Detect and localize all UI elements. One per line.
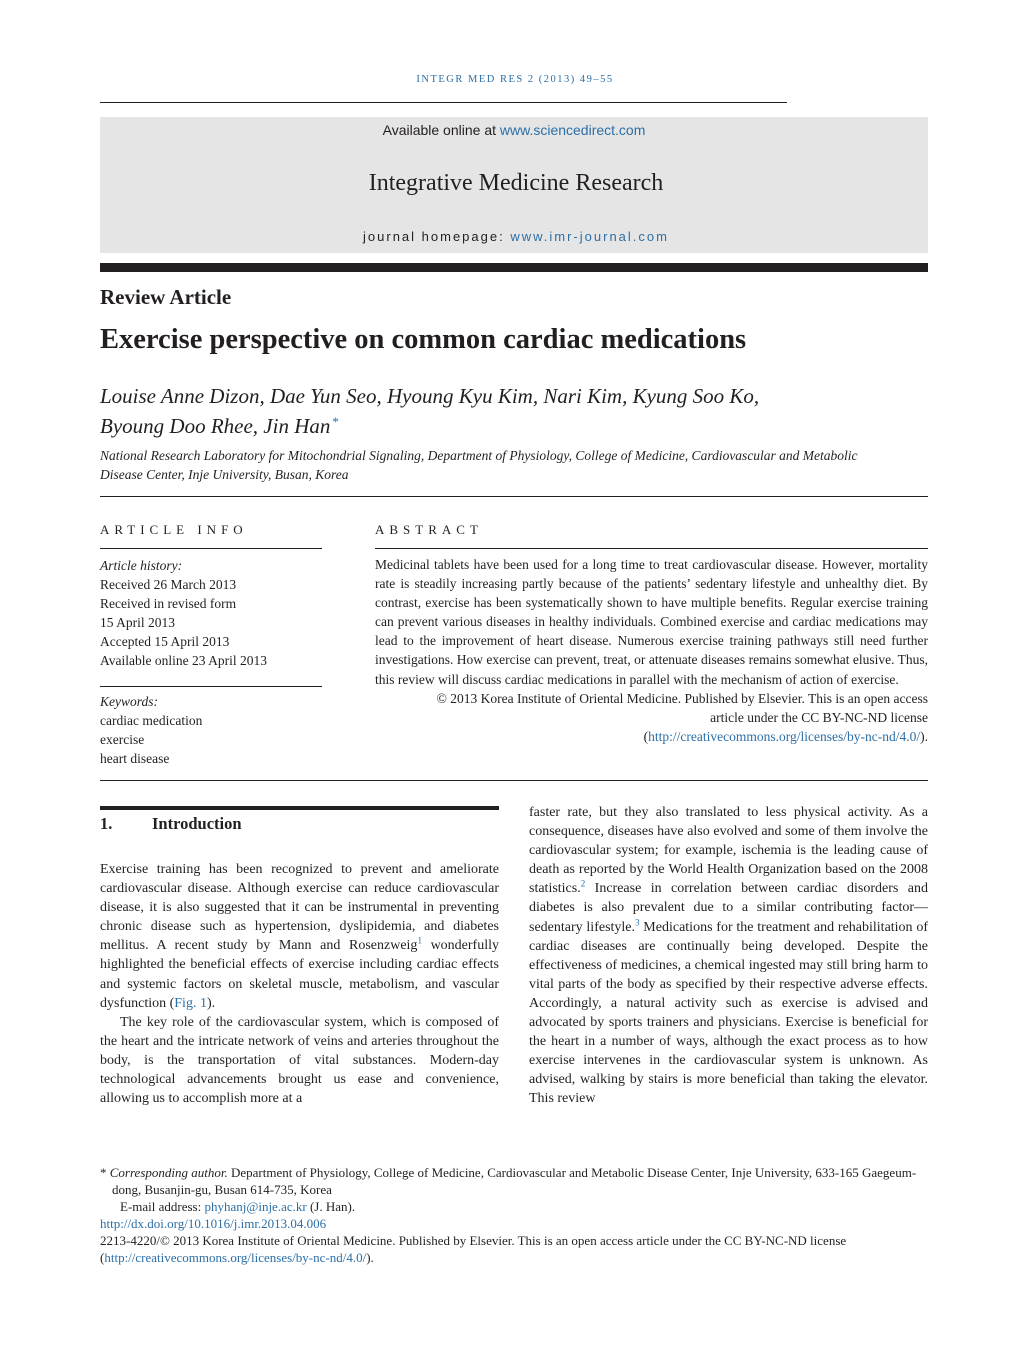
right-column xyxy=(529,803,928,1109)
email-label: E-mail address: xyxy=(120,1199,205,1214)
article-type: Review Article xyxy=(100,285,232,309)
section-title: Introduction xyxy=(152,814,242,833)
homepage-link[interactable]: www.imr-journal.com xyxy=(510,229,669,244)
banner-bottom-bar xyxy=(100,263,928,272)
history-item: Accepted 15 April 2013 xyxy=(100,634,230,649)
keyword: heart disease xyxy=(100,751,170,766)
paren: ). xyxy=(366,1250,374,1265)
keywords-label: Keywords: xyxy=(100,694,158,709)
abstract-body xyxy=(375,555,928,746)
affiliation xyxy=(100,446,930,484)
author-list xyxy=(100,384,930,439)
corresponding-label: Corresponding author. xyxy=(109,1165,228,1180)
article-title: Exercise perspective on common cardiac medications xyxy=(100,324,747,355)
available-prefix: Available online at xyxy=(382,122,500,138)
footnote-license-line xyxy=(100,1249,928,1266)
header-rule xyxy=(100,102,787,103)
text-run: wonderfully highlighted the beneficial effects of exercise including cardiac effects and systemic factors on skeletal muscle, metabolism, and vascular dysfunction ( xyxy=(100,938,499,1011)
authors-line-2: Byoung Doo Rhee, Jin Han xyxy=(100,414,331,438)
footnotes xyxy=(100,1164,928,1266)
affiliation-line-1: National Research Laboratory for Mitochondrial Signaling, Department of Physiology, College of Medicine, Cardiovascular and Metabolic xyxy=(100,448,858,463)
abstract-copyright xyxy=(375,689,928,746)
citation-1[interactable]: 1 xyxy=(417,935,422,946)
copyright-line-2: article under the CC BY-NC-ND license xyxy=(710,709,928,725)
text-run: Exercise training has been recognized to prevent and ameliorate cardiovascular disease. Although exercise can reduce cardiovascular disease, it is also suggested that it can be instrumental in preventing chronic disease such as hypertension, dyslipidemia, and diabetes mellitus. A recent study by Mann and Rosenzweig xyxy=(100,862,499,954)
running-head: INTEGR MED RES 2 (2013) 49–55 xyxy=(416,74,614,85)
section-rule xyxy=(100,806,499,810)
abstract-bottom-rule xyxy=(100,780,928,781)
journal-name: Integrative Medicine Research xyxy=(368,170,664,196)
authors-line-1: Louise Anne Dizon, Dae Yun Seo, Hyoung Kyu Kim, Nari Kim, Kyung Soo Ko, xyxy=(100,384,760,408)
section-heading xyxy=(100,814,242,834)
paren: ). xyxy=(920,728,928,744)
abstract-heading: ABSTRACT xyxy=(375,522,483,537)
issn-line: 2213-4220/© 2013 Korea Institute of Oriental Medicine. Published by Elsevier. This is an open access article under the CC BY-NC-ND license xyxy=(100,1233,847,1248)
history-item: 15 April 2013 xyxy=(100,615,176,630)
abstract-text: Medicinal tablets have been used for a long time to treat cardiovascular disease. However, mortality rate is steadily increasing partly because of the patients’ sedentary lifestyle and unhealthy diet. By contrast, exercise has been systematically shown to have multiple benefits. Regular exercise training can prevent various diseases in healthy individuals. Combined exercise and cardiac medications may lead to the improvement of heart disease. Numerous exercise training pathways still need further investigations. How exercise can prevent, treat, or attenuate diseases remains somewhat elusive. Thus, this review will discuss cardiac medications in parallel with the mechanism of action of exercise. xyxy=(375,557,928,687)
copyright-line-1: © 2013 Korea Institute of Oriental Medicine. Published by Elsevier. This is an open access xyxy=(436,690,928,706)
text-run: Medications for the treatment and rehabilitation of cardiac diseases are continually being developed. Despite the effectiveness of medicines, a chemical ingested may still bring harm to vital parts of the body as specified by their respective adverse effects. Accordingly, a natural activity such as exercise is advised and advocated by sports trainers and physicians. Exercise is beneficial for the heart in a number of ways, although the exact process as to how exercise intervenes in the cardiovascular system is unknown. As advised, walking by stairs is more beneficial than taking the elevator. This review xyxy=(529,919,929,1107)
history-item: Available online 23 April 2013 xyxy=(100,653,267,668)
paren: ( xyxy=(643,728,649,744)
citation-2[interactable]: 2 xyxy=(580,878,586,889)
email-line xyxy=(100,1198,928,1215)
journal-homepage xyxy=(100,229,932,244)
left-column xyxy=(100,860,499,1108)
corresponding-footnote xyxy=(100,1164,928,1198)
paren: ( xyxy=(100,1250,105,1265)
intro-paragraph-2: The key role of the cardiovascular system, which is composed of the heart and the intricate network of veins and arteries throughout the body, is the transportation of vital substances. Modern-day technological advancements brought us ease and convenience, allowing us to accomplish more at a xyxy=(100,1014,499,1107)
corresponding-address: Department of Physiology, College of Medicine, Cardiovascular and Metabolic Disease Center, Inje University, 633-165 Gaegeum-dong, Busanjin-gu, Busan 614-735, Korea xyxy=(112,1165,917,1197)
email-link[interactable]: phyhanj@inje.ac.kr xyxy=(204,1199,307,1214)
keywords-rule xyxy=(100,686,322,687)
doi-link[interactable]: http://dx.doi.org/10.1016/j.imr.2013.04.006 xyxy=(100,1216,327,1231)
intro-paragraph-2-continued xyxy=(529,803,928,1109)
article-info-heading: ARTICLE INFO xyxy=(100,522,248,537)
article-info-rule xyxy=(100,548,322,549)
available-online xyxy=(100,122,928,138)
homepage-prefix: journal homepage: xyxy=(363,229,511,244)
text-run: faster rate, but they also translated to less physical activity. As a consequence, diseases have also evolved and some of them involve the cardiovascular system; for example, ischemia is the leading cause of death as reported by the World Health Organization based on the 2008 statistics. xyxy=(529,805,928,897)
affiliation-rule xyxy=(100,496,928,497)
corresponding-author-mark[interactable]: * xyxy=(332,414,339,429)
text-run: Increase in correlation between cardiac disorders and diabetes is also prevalent due to a similar contributing factor—sedentary lifestyle. xyxy=(529,881,928,935)
section-number: 1. xyxy=(100,814,113,833)
email-suffix: (J. Han). xyxy=(306,1199,356,1214)
abstract-rule xyxy=(375,548,928,549)
keyword: exercise xyxy=(100,732,145,747)
footnote-license-link[interactable]: http://creativecommons.org/licenses/by-nc-nd/4.0/ xyxy=(104,1250,367,1265)
footnote-mark: * xyxy=(100,1165,107,1180)
text-run: ). xyxy=(206,995,216,1011)
history-item: Received in revised form xyxy=(100,596,237,611)
history-label: Article history: xyxy=(100,558,183,573)
affiliation-line-2: Disease Center, Inje University, Busan, Korea xyxy=(100,467,349,482)
citation-3[interactable]: 3 xyxy=(635,916,640,927)
history-item: Received 26 March 2013 xyxy=(100,577,237,592)
sciencedirect-link[interactable]: www.sciencedirect.com xyxy=(499,122,646,138)
license-link[interactable]: http://creativecommons.org/licenses/by-nc-nd/4.0/ xyxy=(648,728,921,744)
intro-paragraph-1 xyxy=(100,860,499,1013)
figure-1-link[interactable]: Fig. 1 xyxy=(174,995,207,1011)
doi-line xyxy=(100,1215,928,1232)
keyword: cardiac medication xyxy=(100,713,203,728)
